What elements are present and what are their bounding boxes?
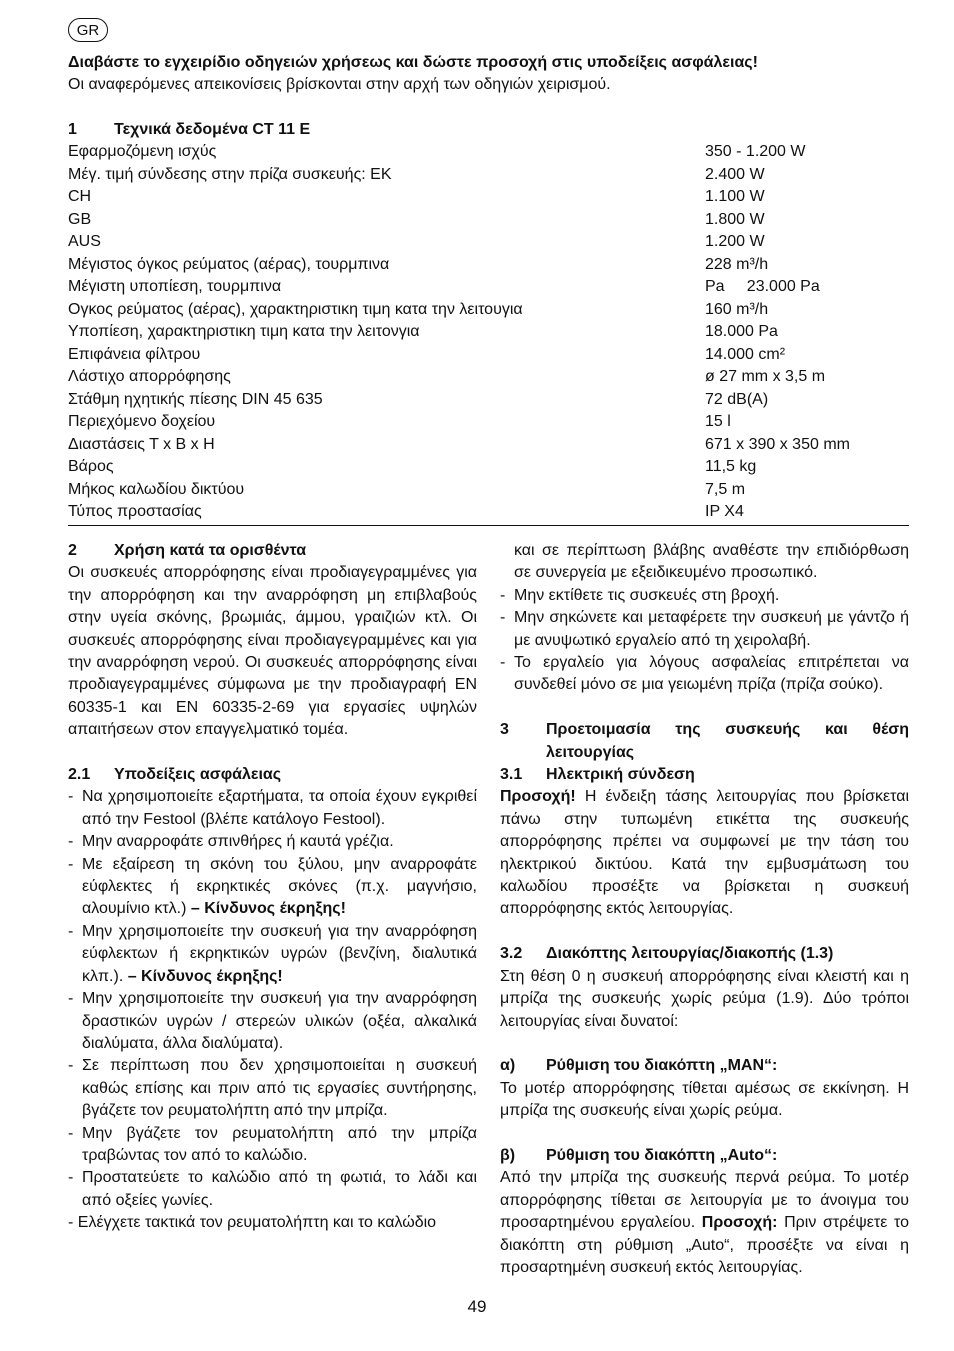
spec-value: 11,5 kg bbox=[705, 458, 757, 476]
table-row bbox=[68, 254, 909, 277]
danger-label: – Κίνδυνος έκρηξης! bbox=[190, 900, 346, 918]
table-row bbox=[68, 389, 909, 412]
attention-label: Προσοχή: bbox=[701, 1214, 778, 1232]
section-title: Ρύθμιση του διακόπτη „Auto“: bbox=[546, 1146, 778, 1164]
spec-value: 18.000 Pa bbox=[705, 323, 778, 341]
table-row bbox=[68, 479, 909, 502]
intended-use-text: Οι συσκευές απορρόφησης είναι προδιαγεγραμμένες για την απορρόφηση και την αναρρόφηση μη επιβλαβούς στην υγεία σκόνης, βρωμιάς, άμμου, γραιζιών κτλ. Οι συσκευές απορρόφησης είναι προδιαγεγραμμένες και για την αναρρόφηση νερού. Οι συσκευές απορρόφησης είναι προδιαγεγραμμένες σύμφωνα με την προδιαγραφή EN 60335-1 και EN 60335-2-69 για εργασίες υψηλών απαιτήσεων στον επαγγελματικό τομέα. bbox=[68, 564, 477, 739]
spec-label: Βάρος bbox=[68, 458, 114, 476]
spec-label: Λάστιχο απορρόφησης bbox=[68, 368, 231, 386]
spec-label: Περιεχόμενο δοχείου bbox=[68, 413, 216, 431]
technical-data-table bbox=[68, 141, 909, 524]
section-heading bbox=[500, 1145, 909, 1167]
spec-value: 7,5 m bbox=[705, 480, 746, 498]
section-number: α) bbox=[500, 1057, 516, 1075]
section-heading bbox=[68, 119, 909, 141]
section-heading bbox=[68, 540, 477, 562]
danger-label: – Κίνδυνος έκρηξης! bbox=[127, 967, 283, 985]
section-number: 3.1 bbox=[500, 766, 523, 784]
safety-list-continued bbox=[500, 585, 909, 697]
spec-value: 14.000 cm² bbox=[705, 345, 786, 363]
section-number: β) bbox=[500, 1146, 516, 1164]
list-item bbox=[68, 1055, 477, 1122]
paragraph-text: Η ένδειξη τάσης λειτουργίας που βρίσκεται πάνω στην τυπωμένη ετικέττα της συσκευής απορρόφησης πρέπει να συμφωνεί με την τάση του ηλεκτρικού δικτύου. Κατά την εμβυσμάτωση του καλωδίου προσέξτε να βρίσκεται η συσκευή απορρόφησης εκτός λειτουργίας. bbox=[500, 788, 909, 918]
table-row bbox=[68, 276, 909, 299]
section-heading bbox=[500, 1055, 909, 1077]
list-item bbox=[68, 1167, 477, 1212]
section-heading bbox=[500, 719, 909, 764]
table-row bbox=[68, 231, 909, 254]
section-heading bbox=[68, 764, 477, 786]
table-row bbox=[68, 501, 909, 524]
section-title: Υποδείξεις ασφάλειας bbox=[114, 766, 282, 784]
list-item-text: Να χρησιμοποιείτε εξαρτήματα, τα οποία έχουν εγκριθεί από την Festool (βλέπε κατάλογο Festool). bbox=[82, 788, 477, 828]
spec-label: Τύπος προστασίας bbox=[68, 503, 202, 521]
list-item: - Το εργαλείο για λόγους ασφαλείας επιτρέπεται να συνδεθεί μόνο σε μια γειωμένη πρίζα (πρίζα σούκο). bbox=[500, 652, 909, 697]
section-title: Τεχνικά δεδομένα CT 11 E bbox=[114, 121, 311, 138]
section-heading bbox=[500, 764, 909, 786]
spec-value: ø 27 mm x 3,5 m bbox=[705, 368, 826, 386]
table-row bbox=[68, 366, 909, 389]
intro bbox=[68, 52, 918, 97]
table-row bbox=[68, 321, 909, 344]
section-title: Διακόπτης λειτουργίας/διακοπής (1.3) bbox=[546, 945, 834, 963]
table-row bbox=[68, 209, 909, 232]
spec-label: Μέγιστη υποπίεση, τουρμπινα bbox=[68, 278, 282, 296]
table-row bbox=[68, 456, 909, 479]
list-item-text: Με εξαίρεση τη σκόνη του ξύλου, μην αναρροφάτε εύφλεκτες ή εκρηκτικές σκόνες (π.χ. μαγνήσιο, αλουμίνιο κτλ.) bbox=[82, 855, 477, 918]
spec-label: Διαστάσεις Τ x B x H bbox=[68, 435, 215, 453]
list-item bbox=[68, 921, 477, 988]
spec-value: 671 x 390 x 350 mm bbox=[705, 435, 850, 453]
spec-label: Επιφάνεια φίλτρου bbox=[68, 345, 201, 363]
spec-value: Pa 23.000 Pa bbox=[705, 278, 820, 296]
section-number: 3.2 bbox=[500, 945, 523, 963]
list-item bbox=[68, 988, 477, 1055]
list-item-text: Μην χρησιμοποιείτε την συσκευή για την αναρρόφηση εύφλεκτων ή εκρηκτικών υγρών (βενζίνη, διαλυτικά κλπ.). bbox=[82, 922, 477, 985]
section-number: 2 bbox=[68, 542, 77, 559]
spec-value: 350 - 1.200 W bbox=[705, 143, 806, 161]
table-row bbox=[68, 164, 909, 187]
section-number: 1 bbox=[68, 121, 77, 138]
safety-list bbox=[68, 786, 477, 1212]
table-row bbox=[68, 186, 909, 209]
attention-label: Προσοχή! bbox=[500, 788, 576, 806]
list-item-text: Μην χρησιμοποιείτε την συσκευή για την αναρρόφηση δραστικών υγρών / στερεών υλικών (οξέα, αλκαλικά διαλύματα, άλλα διαλύματα). bbox=[82, 990, 477, 1052]
table-row bbox=[68, 434, 909, 457]
left-column bbox=[68, 540, 477, 1235]
list-item bbox=[68, 1123, 477, 1168]
spec-value: 2.400 W bbox=[705, 165, 765, 183]
spec-label: Μέγ. τιμή σύνδεσης στην πρίζα συσκευής: EK bbox=[68, 165, 392, 183]
list-item: - Ελέγχετε τακτικά τον ρευματολήπτη και το καλώδιο bbox=[68, 1214, 437, 1232]
spec-value: 15 l bbox=[705, 413, 731, 431]
section-divider bbox=[68, 525, 909, 526]
spec-value: 228 m³/h bbox=[705, 255, 769, 273]
list-item-text: Μην αναρροφάτε σπινθήρες ή καυτά γρέζια. bbox=[82, 833, 394, 851]
spec-label: GB bbox=[68, 210, 92, 228]
table-row bbox=[68, 141, 909, 164]
spec-label: Εφαρμοζόμενη ισχύς bbox=[68, 143, 217, 161]
spec-label: Υποπίεση, χαρακτηριστικη τιμη κατα την λειτονγια bbox=[68, 323, 420, 341]
technical-data-section bbox=[68, 119, 909, 524]
list-item: - Μην σηκώνετε και μεταφέρετε την συσκευή με γάντζο ή με ανυψωτικό εργαλείο από τη χειρολαβή. bbox=[500, 607, 909, 652]
list-item-continuation: και σε περίπτωση βλάβης αναθέστε την επιδιόρθωση σε συνεργεία με εξειδικευμένο προσωπικό. bbox=[514, 542, 909, 582]
table-row bbox=[68, 299, 909, 322]
spec-value: 1.200 W bbox=[705, 233, 765, 251]
switch-text: Στη θέση 0 η συσκευή απορρόφησης είναι κλειστή και η μπρίζα της συσκευής χωρίς ρεύμα (1.9). Δύο τρόποι λειτουργίας είναι δυνατοί: bbox=[500, 967, 909, 1030]
spec-label: AUS bbox=[68, 233, 101, 251]
spec-value: 160 m³/h bbox=[705, 300, 769, 318]
spec-value: IP X4 bbox=[705, 503, 744, 521]
list-item-text: Προστατεύετε το καλώδιο από τη φωτιά, το λάδι και από οξείες γωνίες. bbox=[82, 1169, 477, 1209]
illustration-note: Οι αναφερόμενες απεικονίσεις βρίσκονται στην αρχή των οδηγιών χειρισμού. bbox=[68, 76, 611, 94]
section-number: 3 bbox=[500, 721, 509, 739]
electrical-connection-text bbox=[500, 786, 909, 920]
man-mode-text: Το μοτέρ απορρόφησης τίθεται αμέσως σε εκκίνηση. Η μπρίζα της συσκευής είναι χωρίς ρεύμα. bbox=[500, 1079, 909, 1120]
spec-label: Στάθμη ηχητικής πίεσης DIN 45 635 bbox=[68, 390, 323, 408]
spec-label: CH bbox=[68, 188, 92, 206]
safety-warning: Διαβάστε το εγχειρίδιο οδηγειών χρήσεως και δώστε προσοχή στις υποδείξεις ασφάλειας! bbox=[68, 54, 758, 71]
section-number: 2.1 bbox=[68, 766, 91, 784]
list-item bbox=[68, 854, 477, 921]
section-title: Ρύθμιση του διακόπτη „MAN“: bbox=[546, 1057, 778, 1075]
auto-mode-text bbox=[500, 1167, 909, 1279]
section-title: Προετοιμασία της συσκευής και θέση λειτουργίας bbox=[546, 721, 909, 761]
paragraph-text: Πριν στρέψετε το διακόπτη στη ρύθμιση „Auto“, προσέξτε να είναι η προσαρτημένη συσκευή εκτός λειτουργίας. bbox=[500, 1214, 909, 1276]
paragraph-text: Από την μπρίζα της συσκευής περνά ρεύμα. Το μοτέρ απορρόφησης τίθεται σε λειτουργία με το άνοιγμα του προσαρτημένου εργαλείου. bbox=[500, 1169, 909, 1232]
spec-value: 1.800 W bbox=[705, 210, 765, 228]
section-title: Ηλεκτρική σύνδεση bbox=[546, 766, 695, 784]
list-item-text: Μην βγάζετε τον ρευματολήπτη από την μπρίζα τραβώντας τον από το καλώδιο. bbox=[82, 1124, 477, 1164]
spec-value: 72 dB(A) bbox=[705, 390, 769, 408]
spec-value: 1.100 W bbox=[705, 188, 765, 206]
right-column bbox=[500, 540, 909, 1279]
table-row bbox=[68, 344, 909, 367]
spec-label: Μήκος καλωδίου δικτύου bbox=[68, 480, 245, 498]
page-number: 49 bbox=[467, 1297, 487, 1316]
table-row bbox=[68, 411, 909, 434]
section-title: Χρήση κατά τα ορισθέντα bbox=[114, 542, 307, 559]
list-item bbox=[68, 786, 477, 831]
list-item bbox=[68, 831, 477, 853]
list-item-text: Σε περίπτωση που δεν χρησιμοποιείται η συσκευή καθώς επίσης και πριν από τις εργασίες συντήρησης, βγάζετε τον ρευματολήπτη από την μπρίζα. bbox=[82, 1057, 477, 1120]
list-item: - Μην εκτίθετε τις συσκευές στη βροχή. bbox=[500, 585, 909, 607]
spec-label: Μέγιστος όγκος ρεύματος (αέρας), τουρμπινα bbox=[68, 255, 390, 273]
language-badge: GR bbox=[68, 18, 108, 42]
spec-label: Ογκος ρεύματος (αέρας), χαρακτηριστικη τιμη κατα την λειτουγια bbox=[68, 300, 523, 318]
section-heading bbox=[500, 943, 909, 965]
